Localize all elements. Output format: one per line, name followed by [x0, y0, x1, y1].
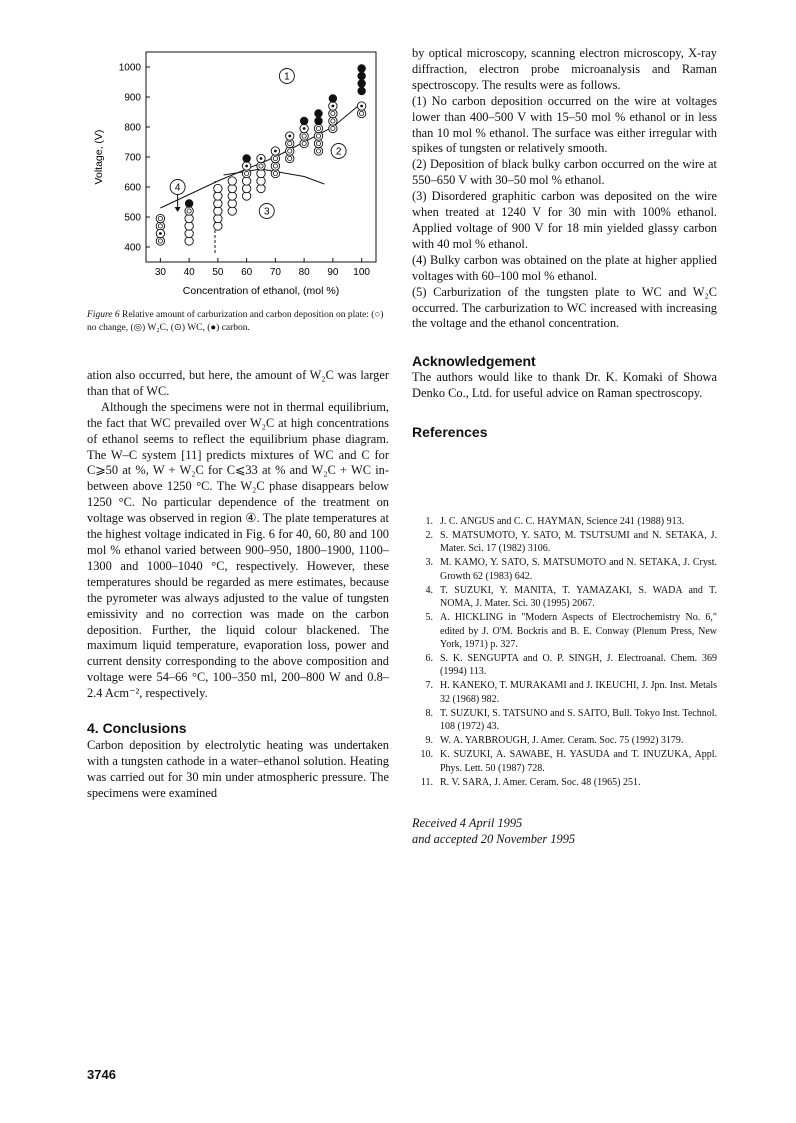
paragraph-continuation: ation also occurred, but here, the amount of W₂C was larger than that of WC. [87, 368, 389, 398]
point-carbon [185, 199, 193, 207]
acknowledgement-text: The authors would like to thank Dr. K. Komaki of Showa Denko Co., Ltd. for useful advice on Raman spectroscopy. [412, 370, 717, 401]
point-wc-dot [274, 150, 277, 153]
point-w2c [156, 214, 164, 222]
figure-caption [87, 309, 389, 334]
paragraph-results-intro: by optical microscopy, scanning electron microscopy, X-ray diffraction, electron probe microanalysis and Raman spectroscopy. The results were as follows. [412, 46, 717, 92]
region-label: 2 [335, 146, 342, 158]
point-carbon [357, 87, 365, 95]
x-tick-label: 60 [241, 267, 253, 278]
reference-item: 2. S. MATSUMOTO, Y. SATO, M. TSUTSUMI and N. SETAKA, J. Mater. Sci. 17 (1982) 3106. [425, 530, 717, 555]
point-carbon [314, 117, 322, 125]
y-tick-labels [119, 63, 150, 254]
y-tick-label: 700 [124, 152, 141, 164]
reference-item: 6. S. K. SENGUPTA and O. P. SINGH, J. Electroanal. Chem. 369 (1994) 113. [425, 653, 717, 678]
point-carbon [357, 64, 365, 72]
reference-list [412, 515, 717, 790]
y-tick-label: 900 [124, 92, 141, 104]
y-tick-label: 1000 [118, 62, 141, 74]
x-tick-label: 70 [269, 267, 281, 278]
paragraph-discussion: Although the specimens were not in thermal equilibrium, the fact that WC prevailed over W₂C at high concentrations of ethanol seems to reflect the equilibrium phase diagram. The W–C system [11] predicts mixtures of WC and C for C⩾50 at %, W + W₂C for C⩽33 at % and W₂C + WC in-between above 1250 °C. The W₂C phase disappears below 1250 °C. No particular dependence of the treatment on voltage was observed in region ④. The plate temperatures at the highest voltage indicated in Fig. 6 for 40, 60, 80 and 100 mol % ethanol varied between 900–950, 1800–1900, 1100–1300 and 1000–1040 °C, respectively. However, these temperatures should be regarded as mere estimates, because the pyrometer was always adjusted to the value of tungsten emissivity and no correction was made on the carbon deposition. Further, the liquid colour blackened. The maximum liquid temperature, evaporation loss, power and current density corresponding to the above composition and voltage were 54–66 °C, 100–350 ml, 200–800 W and 0.8–2.4 Acm⁻², respectively. [87, 399, 389, 701]
x-tick-labels [155, 258, 371, 278]
result-item-5: (5) Carburization of the tungsten plate to WC and W₂C occurred. The carburization to WC increased with increasing the voltage and the ethanol concentration. [412, 284, 717, 331]
accepted-line: and accepted 20 November 1995 [412, 832, 576, 846]
region-label: 1 [284, 71, 290, 83]
reference-item: 8. T. SUZUKI, S. TATSUNO and S. SAITO, Bull. Tokyo Inst. Technol. 108 (1972) 43. [425, 707, 717, 733]
caption-label: Figure 6 [87, 310, 120, 320]
x-tick-label: 100 [353, 267, 370, 278]
point-wc-dot [360, 105, 363, 108]
reference-item: 7. H. KANEKO, T. MURAKAMI and J. IKEUCHI, J. Jpn. Inst. Metals 32 (1968) 982. [425, 680, 717, 705]
y-tick-label: 800 [124, 122, 141, 134]
point-carbon [357, 79, 365, 87]
point-wc-dot [331, 105, 334, 108]
x-tick-label: 80 [298, 267, 310, 278]
x-tick-label: 90 [327, 267, 339, 278]
acknowledgement-heading: Acknowledgement [412, 353, 536, 370]
left-column [87, 368, 389, 802]
x-tick-label: 40 [183, 267, 195, 278]
conclusions-heading: 4. Conclusions [87, 720, 187, 737]
result-item-1: (1) No carbon deposition occurred on the wire at voltages lower than 400–500 V with 15–50 mol % ethanol or in less than 10 mol % ethanol. The surface was either irregular with spikes of tungsten or relatively smooth. [412, 93, 717, 156]
reference-item: 5. A. HICKLING in "Modern Aspects of Electrochemistry No. 6," edited by J. O'M. Bockris and B. E. Conway (Plenum Press, New York, 1971) p. 327. [425, 612, 717, 651]
x-axis-label: Concentration of ethanol, (mol %) [182, 285, 340, 297]
y-tick-label: 400 [124, 242, 141, 254]
reference-item: 3. M. KAMO, Y. SATO, S. MATSUMOTO and N. SETAKA, J. Cryst. Growth 62 (1983) 642. [425, 557, 717, 582]
reference-item: 9. W. A. YARBROUGH, J. Amer. Ceram. Soc. 75 (1992) 3179. [425, 735, 684, 747]
region-arrow-head [175, 207, 181, 212]
y-axis-label: Voltage, (V) [93, 129, 105, 185]
point-wc-dot [159, 232, 162, 235]
point-carbon [300, 117, 308, 125]
x-tick-label: 50 [212, 267, 224, 278]
point-wc-dot [288, 135, 291, 138]
point-w2c [185, 207, 193, 215]
region-label: 3 [263, 206, 270, 218]
result-item-2: (2) Deposition of black bulky carbon occurred on the wire at 550–650 V with 30–50 mol % ethanol. [412, 157, 717, 188]
reference-item: 4. T. SUZUKI, Y. MANITA, T. YAMAZAKI, S. WADA and T. NOMA, J. Mater. Sci. 30 (1995) 2067. [425, 584, 717, 610]
right-column [412, 46, 717, 440]
point-wc-dot [260, 157, 263, 160]
x-tick-label: 30 [154, 267, 166, 278]
received-dates [412, 815, 575, 847]
caption-text: Relative amount of carburization and carbon deposition on plate: (○) no change, (◎) W₂C, (⊙) WC, (●) carbon. [87, 310, 384, 333]
point-no-change [228, 177, 236, 185]
result-item-4: (4) Bulky carbon was obtained on the plate at higher applied voltages with 60–100 mol % ethanol. [412, 252, 717, 283]
page-number: 3746 [87, 1067, 116, 1082]
point-wc-dot [303, 127, 306, 130]
point-carbon [357, 72, 365, 80]
point-carbon [314, 109, 322, 117]
y-tick-label: 600 [124, 182, 141, 194]
received-line: Received 4 April 1995 [412, 816, 523, 830]
region-label: 4 [174, 182, 181, 194]
reference-item: 10. K. SUZUKI, A. SAWABE, H. YASUDA and T. INUZUKA, Appl. Phys. Lett. 50 (1987) 728. [420, 749, 717, 774]
point-wc-dot [245, 165, 248, 168]
point-carbon [329, 94, 337, 102]
references-heading: References [412, 424, 488, 441]
reference-item: 1. J. C. ANGUS and C. C. HAYMAN, Science 241 (1988) 913. [425, 516, 685, 527]
paragraph-conclusions: Carbon deposition by electrolytic heating was undertaken with a tungsten cathode in a water–ethanol solution. Heating was carried out for 30 min under atmospheric pressure. The specimens were examined [87, 738, 389, 800]
y-tick-label: 500 [124, 212, 141, 224]
reference-item: 11. R. V. SARA, J. Amer. Ceram. Soc. 48 (1965) 251. [420, 776, 641, 788]
point-carbon [242, 154, 250, 162]
result-item-3: (3) Disordered graphitic carbon was deposited on the wire when treated at 1240 V for 30 min with 100% ethanol. Applied voltage of 900 V for 18 min yielded glassy carbon with 40 mol % ethanol. [412, 189, 717, 251]
point-w2c [314, 124, 322, 132]
point-no-change [214, 184, 222, 192]
